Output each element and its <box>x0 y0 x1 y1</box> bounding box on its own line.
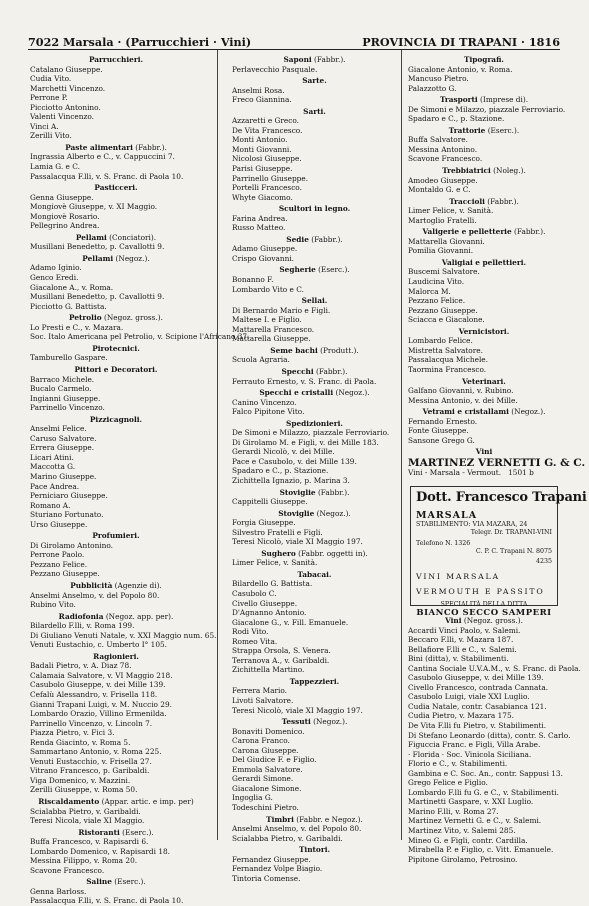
directory-entry: Messina Filippo, v. Roma 20. <box>30 856 138 866</box>
section-heading: Pirotecnici. <box>92 343 140 353</box>
directory-entry: Badali Pietro, v. A. Diaz 78. <box>30 661 132 671</box>
directory-entry: Lombardo Vito e C. <box>232 284 304 294</box>
directory-entry: Giacalone G., v. Fill. Emanuele. <box>232 617 349 627</box>
directory-entry: Renda Giacinto, v. Roma 5. <box>30 737 131 747</box>
directory-entry: Galfano Giovanni, v. Rubino. <box>408 386 514 396</box>
directory-entry: Farina Andrea. <box>232 213 288 223</box>
directory-entry: Pipitone Girolamo, Petrosino. <box>408 854 518 864</box>
directory-entry: De Vita Francesco. <box>232 125 303 135</box>
directory-entry: Caruso Salvatore. <box>30 433 97 443</box>
directory-entry: Pezzano Giuseppe. <box>30 569 100 579</box>
directory-entry: Ingoglia G. <box>232 793 273 803</box>
directory-entry: Bonanno F. <box>232 275 274 285</box>
directory-entry: Urso Giuseppe. <box>30 519 88 529</box>
directory-entry: Viga Domenico, v. Mazzini. <box>30 775 131 785</box>
directory-entry: Montaldo G. e C. <box>408 185 471 195</box>
directory-entry: Scialabba Pietro, v. Garibaldi. <box>232 833 343 843</box>
section-heading: Ristoranti (Eserc.). <box>78 827 154 837</box>
section-heading: Tessuti (Negoz.). <box>281 717 348 727</box>
directory-entry: Gerardi Nicolò, v. dei Mille. <box>232 447 335 457</box>
directory-entry: Lombardo Domenico, v. Rapisardi 18. <box>30 846 171 856</box>
directory-entry: · Florida · Soc. Vinicola Siciliana. <box>408 749 532 759</box>
section-heading: Timbri (Fabbr. e Negoz.). <box>266 814 363 824</box>
directory-entry: Picciotto G. Battista. <box>30 301 107 311</box>
directory-entry: Lamia G. e C. <box>30 162 80 172</box>
section-heading: Vernicistori. <box>458 326 510 336</box>
directory-entry: Marino Giuseppe. <box>30 471 97 481</box>
directory-entry: Calamaia Salvatore, v. VI Maggio 218. <box>30 670 173 680</box>
directory-entry: Errera Giuseppe. <box>30 443 95 453</box>
directory-entry: Ferrera Mario. <box>232 686 288 696</box>
directory-entry: Bilardello F.lli, v. Roma 199. <box>30 621 135 631</box>
directory-entry: Teresi Nicola, viale XI Maggio. <box>30 816 145 826</box>
advert-title: Dott. Francesco Trapani <box>416 490 587 505</box>
section-heading: Segherie (Eserc.). <box>279 265 350 275</box>
section-heading: Saponi (Fabbr.). <box>283 55 346 64</box>
section-heading: Tabacai. <box>297 569 332 579</box>
directory-entry: Anselmi Anselmo, v. del Popolo 80. <box>232 824 362 834</box>
directory-entry: Sansone Grego G. <box>408 435 475 445</box>
directory-entry: Livoti Salvatore. <box>232 696 294 705</box>
directory-entry: Russo Matteo. <box>232 223 286 233</box>
directory-entry: Civello Francesco, contrada Cannata. <box>408 682 549 692</box>
directory-entry: Anselmi Rosa. <box>232 85 285 95</box>
section-heading: Tipografi. <box>464 55 504 64</box>
directory-entry: Whyte Giacomo. <box>232 192 293 202</box>
directory-entry: Giacalone Antonio, v. Roma. <box>408 64 513 74</box>
directory-entry: Martoglio Fratelli. <box>408 215 477 225</box>
directory-entry: Sammartano Antonio, v. Roma 225. <box>30 747 162 757</box>
directory-entry: Pezzano Felice. <box>408 296 466 306</box>
vini-advert-code: 1501 b <box>508 468 534 478</box>
directory-entry: Di Girolamo Antonino. <box>30 540 114 550</box>
section-heading: Pellami (Negoz.). <box>82 253 150 263</box>
header-left: 7022 Marsala · (Parrucchieri · Vini) <box>28 35 252 49</box>
directory-entry: Marino F.lli, v. Roma 27. <box>408 806 499 816</box>
section-heading: Parrucchieri. <box>88 55 144 64</box>
column-2 <box>232 53 397 883</box>
directory-entry: Fonte Giuseppe. <box>408 426 469 436</box>
directory-entry: Cudia Vito. <box>30 74 72 84</box>
section-heading: Specchi (Fabbr.). <box>281 366 348 376</box>
directory-entry: Beccaro F.lli, v. Mazara 187. <box>408 635 514 645</box>
directory-entry: Licari Atini. <box>30 452 74 462</box>
directory-entry: Accardi Vinci Paolo, v. Salemi. <box>408 625 521 635</box>
advert-stabilimento: STABILIMENTO: VIA MAZARA, 24 <box>416 521 528 528</box>
advert-telegram: Telegr. Dr. TRAPANI-VINI <box>470 529 552 536</box>
section-heading: Trasporti (Imprese di). <box>439 95 529 105</box>
directory-entry: Mattarella Giovanni. <box>408 236 485 246</box>
directory-entry: Passalacqua Michele. <box>408 355 488 365</box>
directory-entry: Bonaviti Domenico. <box>232 726 305 736</box>
section-heading: Specchi e cristalli (Negoz.). <box>259 388 370 398</box>
section-heading: Sughero (Fabbr. oggetti in). <box>261 548 368 558</box>
section-heading: Stoviglie (Fabbr.). <box>279 487 350 497</box>
directory-entry: Bilardello G. Battista. <box>232 579 313 589</box>
section-heading: Scultori in legno. <box>278 204 351 214</box>
directory-entry: Pezzano Felice. <box>30 559 88 569</box>
directory-entry: Buffa Francesco, v. Rapisardi 6. <box>30 837 149 847</box>
directory-entry: Sturiano Fortunato. <box>30 510 104 520</box>
directory-entry: Giacalone A., v. Roma. <box>30 282 114 292</box>
section-heading: Tintori. <box>298 845 331 855</box>
advert-speciality: SPECIALITÀ DELLA DITTA <box>440 601 528 608</box>
directory-entry: Terranova A., v. Garibaldi. <box>232 655 330 665</box>
section-heading: Paste alimentari (Fabbr.). <box>65 142 167 152</box>
directory-entry: Pellegrino Andrea. <box>30 221 100 231</box>
directory-entry: Valenti Vincenzo. <box>30 112 95 122</box>
directory-entry: Di Bernardo Mario e Figli. <box>232 305 331 315</box>
column-3-list <box>408 55 566 457</box>
directory-entry: Fernandez Giuseppe. <box>232 854 311 864</box>
advert-box <box>410 486 587 618</box>
directory-entry: Musillani Benedetto, p. Cavallotti 9. <box>30 292 165 302</box>
directory-entry: Cudia Pietro, v. Mazara 175. <box>408 711 514 721</box>
directory-entry: Mirabella P. e Figlio, c. Vitt. Emanuele. <box>408 845 554 855</box>
directory-entry: Freco Giannina. <box>232 95 292 105</box>
directory-entry: Florio e C., v. Stabilimenti. <box>408 759 508 769</box>
directory-entry: Genna Barloss. <box>30 886 87 896</box>
section-heading: Vini (Negoz. gross.). <box>445 616 523 625</box>
directory-entry: Mattarella Francesco. <box>232 324 315 334</box>
directory-entry: Canino Vincenzo. <box>232 397 297 407</box>
directory-entry: Anselmi Felice. <box>30 424 87 434</box>
section-heading: Valigerie e pelletterie (Fabbr.). <box>422 227 546 237</box>
directory-entry: Mistretta Salvatore. <box>408 345 483 355</box>
section-heading: Traccioli (Fabbr.). <box>449 196 519 206</box>
directory-entry: Venuti Eustachio, c. Umberto I° 105. <box>30 640 167 650</box>
section-heading: Profumieri. <box>92 531 140 541</box>
directory-entry: Perrone Paolo. <box>30 550 85 560</box>
directory-entry: Zichittella Ignazio, p. Marina 3. <box>232 475 350 485</box>
directory-entry: Civello Giuseppe. <box>232 598 298 608</box>
directory-entry: Perrone P. <box>30 93 68 103</box>
directory-entry: Parisi Giuseppe. <box>232 164 293 174</box>
directory-entry: Scialabba Pietro, v. Garibaldi. <box>30 806 141 816</box>
column-rule <box>401 50 402 840</box>
section-heading: Petrolio (Negoz. gross.). <box>69 313 163 323</box>
directory-entry: Figuccia Franc. e Figli, Villa Arabe. <box>408 740 541 750</box>
directory-entry: Buscemi Salvatore. <box>408 267 480 277</box>
advert-line-2: VERMOUTH E PASSITO <box>416 587 545 596</box>
directory-entry: Di Giuliano Venuti Natale, v. XXI Maggio num. 65. <box>30 630 217 640</box>
directory-entry: Buffa Salvatore. <box>408 135 468 145</box>
section-heading: Seme bachi (Produtt.). <box>270 345 359 355</box>
directory-entry: Soc. Italo Americana pel Petrolio, v. Scipione l'Africano 37. <box>30 332 250 342</box>
directory-entry: Pace Andrea. <box>30 481 80 491</box>
section-heading: Pubblicità (Agenzie di). <box>70 580 162 590</box>
section-heading: Riscaldamento (Appar. artic. e imp. per) <box>38 797 194 807</box>
directory-entry: Fernandez Volpe Biagio. <box>232 864 323 874</box>
directory-entry: Falco Pipitone Vito. <box>232 407 305 417</box>
section-heading: Ragionieri. <box>93 651 139 661</box>
directory-entry: Tamburello Gaspare. <box>30 353 108 363</box>
section-heading: Sellai. <box>301 296 328 306</box>
advert-cpc: C. P. C. Trapani N. 8075 <box>475 548 552 555</box>
directory-entry: Messina Antonio, v. dei Mille. <box>408 395 518 405</box>
directory-entry: Giacalone Simone. <box>232 783 302 793</box>
directory-entry: Mancuso Pietro. <box>408 74 469 84</box>
directory-entry: Grego Felice e Figlio. <box>408 778 488 788</box>
directory-entry: Limer Felice, v. Sanità. <box>408 206 494 216</box>
directory-entry: Portelli Francesco. <box>232 183 302 193</box>
section-heading: Veterinari. <box>462 376 506 386</box>
directory-entry: Perlavecchio Pasquale. <box>232 64 318 74</box>
directory-entry: Nicolosi Giuseppe. <box>232 154 302 164</box>
directory-entry: Gianni Trapani Luigi, v. M. Nuccio 29. <box>30 699 172 709</box>
directory-entry: Zichittella Martino. <box>232 665 305 675</box>
directory-entry: Casubolo Giuseppe, v. dei Mille 139. <box>408 673 544 683</box>
directory-entry: De Vita F.lli fu Pietro, v. Stabilimenti. <box>408 721 547 731</box>
directory-entry: Martinez Vito, v. Salemi 285. <box>408 826 516 836</box>
directory-entry: Pomilia Giovanni. <box>408 246 474 256</box>
directory-entry: Cefalù Alessandro, v. Frisella 118. <box>30 690 158 699</box>
directory-entry: De Simoni e Milazzo, piazzale Ferroviario. <box>232 428 390 438</box>
directory-entry: Tintoria Comense. <box>232 873 301 883</box>
directory-entry: Fernando Ernesto. <box>408 416 478 426</box>
directory-entry: Malorca M. <box>408 286 451 296</box>
advert-telephone: Telefono N. 1326 <box>416 540 471 547</box>
directory-entry: Lombardo Orazio, Villino Ermenilda. <box>30 709 167 719</box>
section-heading: Stoviglie (Negoz.). <box>278 508 351 518</box>
directory-entry: Adamo Giuseppe. <box>232 244 298 254</box>
directory-entry: Catalano Giuseppe. <box>30 64 103 74</box>
directory-entry: Del Giudice F. e Figlio. <box>232 755 317 765</box>
directory-entry: Martinetti Gaspare, v. XXI Luglio. <box>408 797 534 807</box>
directory-entry: Carona Giuseppe. <box>232 745 299 755</box>
directory-entry: Barraco Michele. <box>30 374 95 384</box>
directory-entry: Lombardo Felice. <box>408 336 473 346</box>
section-heading: Pittori e Decoratori. <box>74 364 158 374</box>
directory-entry: Monti Antonio. <box>232 135 288 145</box>
directory-entry: Sciacca e Giacalone. <box>408 315 485 325</box>
section-heading: Saline (Eserc.). <box>86 877 146 887</box>
directory-entry: Teresi Nicolò, viale XI Maggio 197. <box>232 705 363 715</box>
section-heading: Pasticceri. <box>94 183 138 193</box>
directory-entry: Ferrauto Ernesto, v. S. Franc. di Paola. <box>232 376 377 386</box>
directory-entry: Ingrassia Alberto e C., v. Cappuccini 7. <box>30 152 175 162</box>
directory-entry: Di Girolamo M. e Figli, v. dei Mille 183. <box>232 437 379 447</box>
directory-entry: Parrinello Vincenzo, v. Lincoln 7. <box>30 718 153 728</box>
vini-advert-name: MARTINEZ VERNETTI G. & C. <box>408 456 586 469</box>
directory-entry: Venuti Eustacchio, v. Frisella 27. <box>30 756 152 766</box>
directory-entry: Musillani Benedetto, p. Cavallotti 9. <box>30 242 165 252</box>
section-heading: Trebbiatrici (Noleg.). <box>442 166 526 176</box>
directory-entry: Spadaro e C., p. Stazione. <box>232 466 329 476</box>
directory-entry: Scavone Francesco. <box>30 865 105 875</box>
directory-entry: Bini (ditta), v. Stabilimenti. <box>408 654 509 664</box>
directory-entry: Pezzano Giuseppe. <box>408 305 478 315</box>
section-heading: Sarte. <box>302 76 327 86</box>
directory-entry: Ingianni Giuseppe. <box>30 393 101 403</box>
vini-advert-sub: Vini - Marsala - Vermout. 1501 b <box>408 468 534 478</box>
directory-entry: Monti Giovanni. <box>232 144 292 154</box>
directory-entry: Genna Giuseppe. <box>30 192 94 202</box>
section-heading: Trattorie (Eserc.). <box>448 125 520 135</box>
section-heading: Sedie (Fabbr.). <box>286 234 343 244</box>
advert-city: MARSALA <box>416 510 478 521</box>
directory-entry: Taormina Francesco. <box>408 364 487 374</box>
directory-entry: Parrinello Giuseppe. <box>232 173 309 183</box>
directory-entry: Bucalo Carmelo. <box>30 384 92 394</box>
directory-entry: Scuola Agraria. <box>232 355 290 365</box>
section-heading: Pellami (Conciatori). <box>75 232 157 242</box>
directory-entry: Cantina Sociale U.V.A.M., v. S. Franc. di Paola. <box>408 663 581 673</box>
directory-entry: Passalacqua F.lli, v. S. Franc. di Paola 10. <box>30 171 184 181</box>
directory-entry: Cappitelli Giuseppe. <box>232 497 308 507</box>
section-heading: Pizzicagnoli. <box>89 414 143 424</box>
directory-entry: Vitrano Francesco, p. Garibaldi. <box>30 766 150 776</box>
directory-entry: Perniciaro Giuseppe. <box>30 491 108 501</box>
directory-entry: Parrinello Vincenzo. <box>30 403 105 413</box>
directory-entry: Mattarella Giuseppe. <box>232 334 311 344</box>
column-rule <box>217 50 218 840</box>
directory-entry: Palazzotto G. <box>408 83 457 93</box>
directory-entry: D'Agnanno Antonio. <box>232 608 307 618</box>
directory-entry: Carona Franco. <box>232 736 290 746</box>
directory-entry: Casubolo C. <box>232 588 277 598</box>
section-heading: Tappezzieri. <box>289 676 340 686</box>
directory-entry: Gerardi Simone. <box>232 774 294 784</box>
section-heading: Sarti. <box>303 106 326 116</box>
directory-entry: Passalacqua F.lli, v. S. Franc. di Paola 10. <box>30 896 184 906</box>
directory-entry: Romeo Vita. <box>232 636 278 646</box>
directory-entry: Spadaro e C., p. Stazione. <box>408 114 505 124</box>
directory-entry: Lo Presti e C., v. Mazara. <box>30 322 124 332</box>
section-heading: Valigiai e pellettieri. <box>441 257 527 267</box>
directory-entry: Vinci A. <box>30 121 59 131</box>
advert-line-1: VINI MARSALA <box>416 572 500 581</box>
directory-entry: Todeschini Pietro. <box>232 803 299 813</box>
directory-entry: Maccotta G. <box>30 462 76 472</box>
directory-entry: Zerilli Giuseppe, v. Roma 50. <box>30 785 138 795</box>
directory-entry: Casubolo Luigi, viale XXI Luglio. <box>408 692 530 702</box>
directory-entry: Crispo Giovanni. <box>232 253 295 263</box>
directory-entry: Cudia Natale, contr. Casabianca 121. <box>408 701 547 711</box>
directory-entry: Pace e Casubolo, v. dei Mille 139. <box>232 456 357 466</box>
directory-entry: Adamo Iginio. <box>30 263 82 273</box>
section-heading: Vini <box>475 447 493 457</box>
directory-entry: Bellafiore F.lli e C., v. Salemi. <box>408 644 517 654</box>
directory-entry: Lombardo F.lli fu G. e C., v. Stabilimenti. <box>408 787 559 797</box>
directory-entry: Teresi Nicolò, viale XI Maggio 197. <box>232 537 363 547</box>
directory-entry: Picciotto Antonino. <box>30 102 101 112</box>
directory-entry: Piazza Pietro, v. Fici 3. <box>30 728 115 738</box>
directory-entry: Genco Eredi. <box>30 273 79 283</box>
directory-entry: Laudicina Vito. <box>408 277 465 287</box>
directory-entry: Zerilli Vito. <box>30 131 72 141</box>
directory-entry: Messina Antonino. <box>408 144 478 154</box>
directory-entry: Rodi Vito. <box>232 627 269 637</box>
directory-entry: Amodeo Giuseppe. <box>408 175 478 185</box>
directory-entry: Casubolo Giuseppe, v. dei Mille 139. <box>30 680 166 690</box>
directory-entry: Marchetti Vincenzo. <box>30 83 106 93</box>
directory-entry: Romano A. <box>30 500 71 510</box>
directory-entry: Scavone Francesco. <box>408 154 483 164</box>
directory-entry: Maltese I. e Figlio. <box>232 315 302 325</box>
directory-entry: Mongiovè Giuseppe, v. XI Maggio. <box>30 202 158 212</box>
directory-entry: Azzaretti e Greco. <box>232 116 300 126</box>
directory-entry: Gambina e C. Soc. An., contr. Sappusi 13. <box>408 768 563 778</box>
directory-entry: Mineo G. e Figli, contr. Cardilla. <box>408 835 528 845</box>
column-1 <box>30 53 250 906</box>
running-header <box>28 33 560 50</box>
section-heading: Radiofonia (Negoz. app. per). <box>58 611 174 621</box>
directory-entry: Anselmi Anselmo, v. del Popolo 80. <box>30 590 160 600</box>
section-heading: Vetrami e cristallami (Negoz.). <box>422 407 546 417</box>
directory-entry: De Simoni e Milazzo, piazzale Ferroviario. <box>408 104 566 114</box>
advert-code: 4235 <box>535 558 552 565</box>
header-right: PROVINCIA DI TRAPANI · 1816 <box>362 35 560 49</box>
advert-brand: BIANCO SECCO SAMPERI <box>416 608 552 618</box>
directory-entry: Forgia Giuseppe. <box>232 518 296 528</box>
directory-entry: Martinez Vernetti G. e C., v. Salemi. <box>408 816 542 826</box>
directory-entry: Di Stefano Leonardo (ditta), contr. S. Carlo. <box>408 730 571 740</box>
section-heading: Spedizionieri. <box>286 418 343 428</box>
directory-entry: Emmola Salvatore. <box>232 764 303 774</box>
directory-entry: Rubino Vito. <box>30 600 76 610</box>
directory-entry: Limer Felice, v. Sanità. <box>232 558 318 568</box>
directory-entry: Strappa Orsola, S. Venera. <box>232 646 331 656</box>
directory-entry: Mongiovè Rosario. <box>30 211 100 221</box>
directory-entry: Silvestro Fratelli e Figli. <box>232 527 323 537</box>
column-3-continued <box>408 614 581 864</box>
